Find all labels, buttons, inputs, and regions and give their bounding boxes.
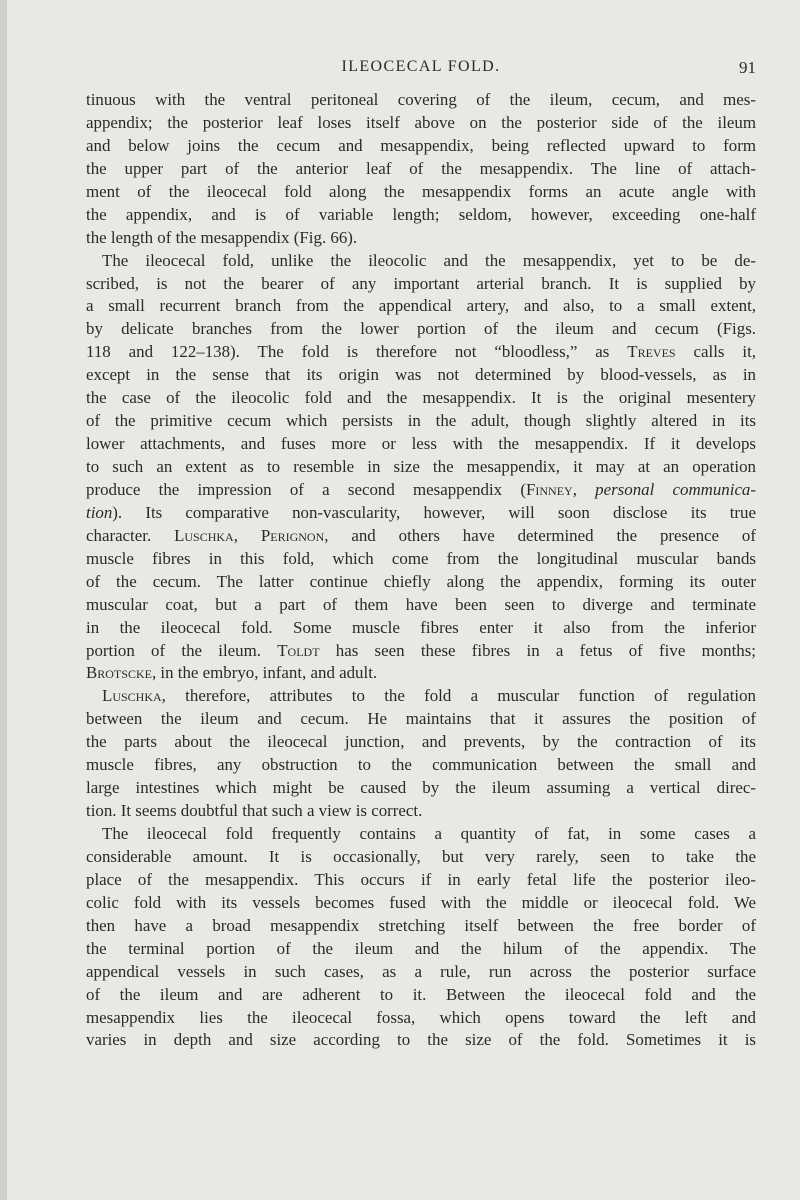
text-line [86,112,756,135]
text-run: scribed, is not the bearer of any important arterial branch. It is supplied by [86,273,756,293]
text-line [86,594,756,617]
text-line [86,1029,756,1052]
text-line [86,410,756,433]
text-line [86,662,756,685]
text-run: Toldt [277,640,320,660]
text-run: lower attachments, and fuses more or less with the mesappendix. If it develops [86,434,756,454]
text-run: personal communica- [595,479,757,499]
text-line [86,961,756,984]
text-run: produce the impression of a second mesappendix ( [86,479,526,499]
text-run: the terminal portion of the ileum and the hilum of the appendix. The [86,938,756,958]
text-run: ). Its comparative non-vascularity, however, will soon disclose its true [112,502,756,522]
text-line [86,869,756,892]
text-run: except in the sense that its origin was not determined by blood-vessels, as in [86,365,756,385]
running-title: ILEOCECAL FOLD. [341,58,501,75]
text-run: The ileocecal fold, unlike the ileocolic and the mesappendix, yet to be de- [102,250,756,270]
text-line [86,640,756,663]
page-header [86,58,756,84]
text-run: muscle fibres in this fold, which come from the longitudinal muscular bands [86,548,756,568]
text-run: Treves [627,342,676,362]
page-number: 91 [739,58,756,77]
text-run: the appendix, and is of variable length; seldom, however, exceeding one-half [86,204,756,224]
text-line [86,181,756,204]
text-run: by delicate branches from the lower portion of the ileum and cecum (Figs. [86,319,756,339]
text-run: muscular coat, but a part of them have been seen to diverge and terminate [86,594,756,614]
text-run: large intestines which might be caused by the ileum assuming a vertical direc- [86,778,756,798]
text-run: a small recurrent branch from the appendical artery, and also, to a small extent, [86,296,756,316]
text-run: and below joins the cecum and mesappendix, being reflected upward to form [86,135,756,155]
text-run: Finney [526,479,573,499]
text-run: to such an extent as to resemble in size the mesappendix, it may at an operation [86,457,756,476]
text-run: The ileocecal fold frequently contains a quantity of fat, in some cases a [102,824,756,843]
text-run: character. [86,525,175,545]
text-line [86,708,756,731]
text-run: considerable amount. It is occasionally, but very rarely, seen to take the [86,846,756,866]
text-run: Brotscke [86,663,152,683]
text-run: has seen these fibres in a fetus of five months; [319,640,757,660]
text-run: mesappendix lies the ileocecal fossa, which opens toward the left and [86,1007,756,1027]
text-run: of the cecum. The latter continue chiefly along the appendix, forming its outer [86,571,756,591]
text-run: Perignon [260,525,325,545]
text-run: colic fold with its vessels becomes fused with the middle or ileocecal fold. We [86,892,756,912]
text-run: appendix; the posterior leaf loses itself above on the posterior side of the ileum [86,112,756,132]
text-line [86,364,756,387]
text-line [86,204,756,227]
text-run: Luschka [102,686,162,706]
text-line [86,273,756,296]
text-line [86,525,756,548]
text-line [86,846,756,869]
text-line [86,433,756,456]
text-line [86,915,756,938]
text-line [86,250,756,273]
text-run: of the primitive cecum which persists in the adult, though slightly altered in its [86,411,756,431]
text-run: tion [86,502,113,522]
text-run: between the ileum and cecum. He maintains that it assures the position of [86,709,756,729]
text-line [86,318,756,341]
text-run: of the ileum and are adherent to it. Between the ileocecal fold and the [86,984,756,1004]
text-line [86,548,756,571]
text-run: varies in depth and size according to the size of the fold. Sometimes it is [86,1030,756,1050]
text-line [86,571,756,594]
text-line [86,158,756,181]
text-line [86,617,756,640]
text-run: the parts about the ileocecal junction, and prevents, by the contraction of its [86,732,756,752]
text-line [86,295,756,318]
text-run: , and others have determined the presence of [324,525,757,545]
text-run: the upper part of the anterior leaf of the mesappendix. The line of attach- [86,158,756,178]
text-run: Luschka [174,525,234,545]
text-line [86,341,756,364]
text-run: the length of the mesappendix (Fig. 66). [86,227,358,247]
text-line [86,479,756,502]
text-run: portion of the ileum. [86,640,278,660]
text-line [86,1007,756,1030]
text-line [86,892,756,915]
text-run: the case of the ileocolic fold and the mesappendix. It is the original mesentery [86,388,756,408]
text-line [86,227,756,250]
text-line [86,800,756,823]
text-line [86,135,756,158]
text-run: appendical vessels in such cases, as a rule, run across the posterior surface [86,961,756,981]
text-run: , [572,479,596,499]
text-run: in the ileocecal fold. Some muscle fibres enter it also from the inferior [86,617,756,637]
text-run: muscle fibres, any obstruction to the communication between the small and [86,755,756,775]
text-run: then have a broad mesappendix stretching itself between the free border of [86,915,756,935]
text-run: , in the embryo, infant, and adult. [151,663,378,683]
body-text [86,89,756,1052]
text-run: place of the mesappendix. This occurs if in early fetal life the posterior ileo- [86,869,756,889]
text-line [86,938,756,961]
text-run: calls it, [675,342,757,362]
text-run: , therefore, attributes to the fold a muscular function of regulation [161,686,756,706]
text-run: , [233,525,261,545]
scan-edge [0,0,7,1200]
text-line [86,456,756,479]
text-run: 118 and 122–138). The fold is therefore not “bloodless,” as [86,342,628,362]
text-line [86,502,756,525]
text-line [86,89,756,112]
text-line [86,984,756,1007]
text-run: tinuous with the ventral peritoneal covering of the ileum, cecum, and mes- [86,90,756,109]
text-line [86,823,756,846]
text-line [86,777,756,800]
text-run: tion. It seems doubtful that such a view is correct. [86,801,423,821]
text-line [86,754,756,777]
text-line [86,731,756,754]
text-line [86,685,756,708]
text-run: ment of the ileocecal fold along the mesappendix forms an acute angle with [86,181,756,201]
text-line [86,387,756,410]
